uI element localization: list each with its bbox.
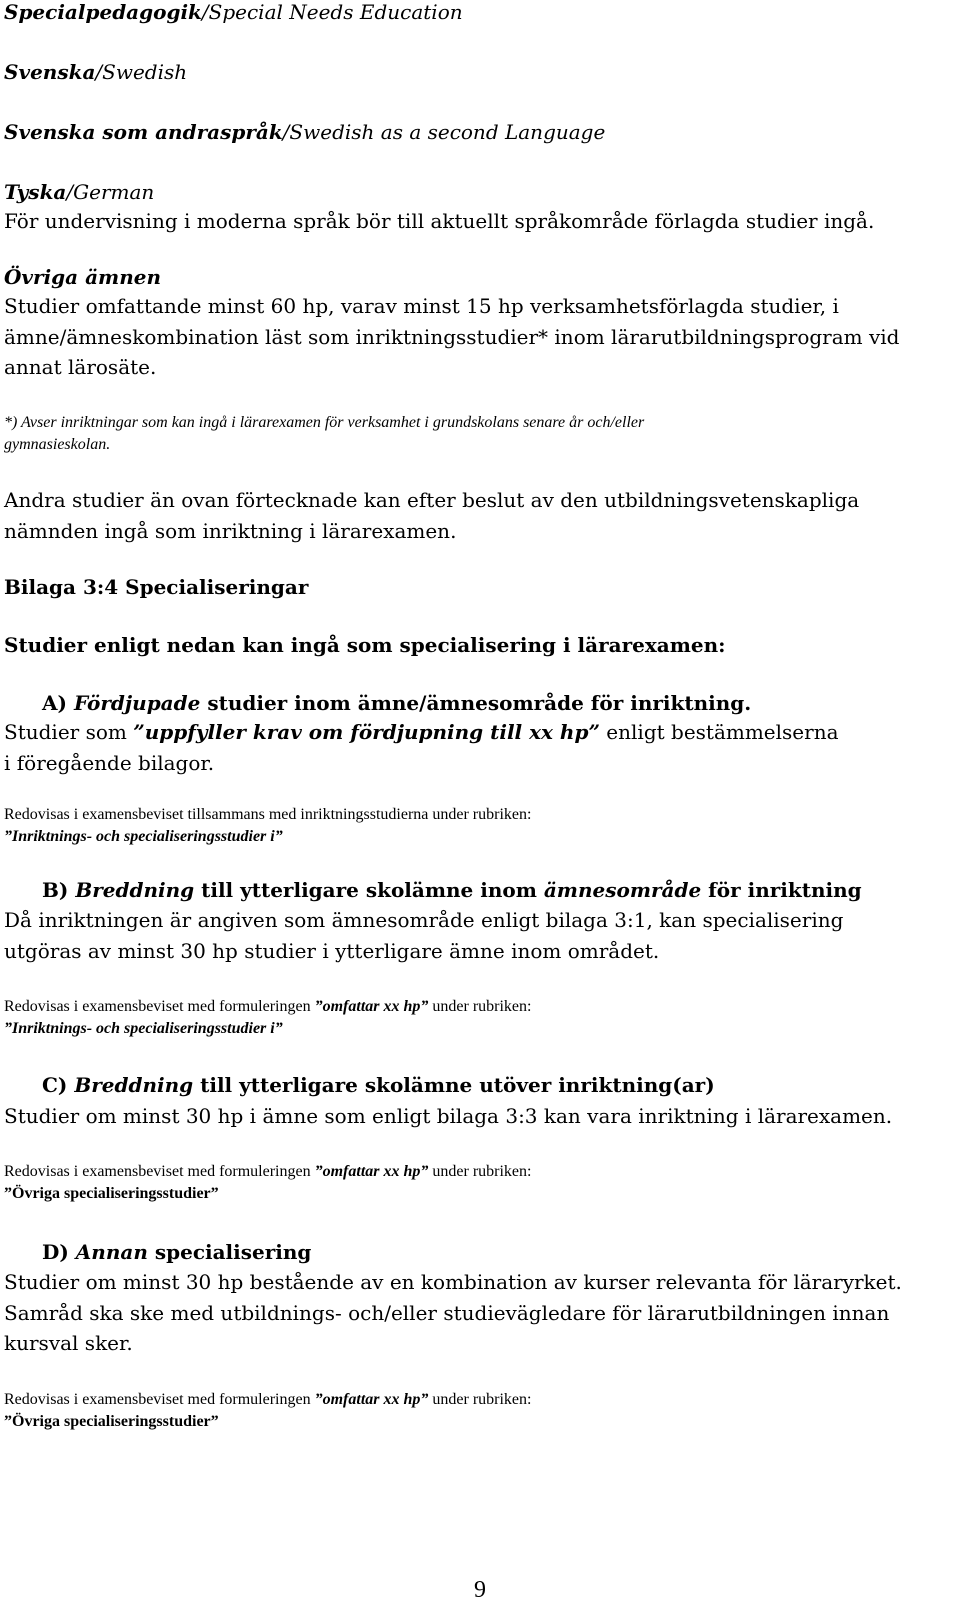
footnote-line-1: *) Avser inriktningar som kan ingå i lärarexamen för verksamhet i grundskolans senare år och/eller [4,414,645,431]
section-b-heading-mid: till ytterligare skolämne inom [194,878,544,902]
other-subjects-line-2: ämne/ämneskombination läst som inriktningsstudier* inom lärarutbildningsprogram vid [4,325,900,349]
section-c-reg-prefix: Redovisas i examensbeviset med formuleringen [4,1163,315,1180]
section-d-heading-italic: Annan [75,1240,148,1264]
section-b-letter: B) [42,878,76,902]
section-d-letter: D) [42,1240,76,1264]
section-d-heading-rest: specialisering [147,1240,312,1264]
section-d-reg-suffix: under rubriken: [428,1391,532,1408]
section-c-reg-suffix: under rubriken: [428,1163,532,1180]
subject-swedish-second [4,117,605,147]
section-a-heading-italic: Fördjupade [73,691,201,715]
section-c-text-line-1: Studier om minst 30 hp i ämne som enligt bilaga 3:3 kan vara inriktning i lärarexamen. [4,1104,893,1128]
section-b-heading-italic-1: Breddning [75,878,195,902]
section-c-registration [4,1160,531,1183]
other-subjects-heading: Övriga ämnen [4,265,162,289]
section-b-text-line-2: utgöras av minst 30 hp studier i ytterligare ämne inom området. [4,939,660,963]
section-d-heading [42,1237,311,1267]
section-a-text-emphasis: ”uppfyller krav om fördjupning till xx hp” [133,720,600,744]
page-number: 9 [474,1577,486,1603]
section-a-text-prefix: Studier som [4,720,134,744]
section-c-reg-emphasis: ”omfattar xx hp” [314,1163,429,1180]
section-a-letter: A) [42,691,74,715]
other-studies-line-1: Andra studier än ovan förtecknade kan efter beslut av den utbildningsvetenskapliga [4,488,860,512]
subject-german-en: /German [66,180,155,204]
subject-swedish-sv: Svenska [4,60,96,84]
section-c-letter: C) [42,1073,75,1097]
subject-german [4,177,154,207]
subject-swedish-en: /Swedish [95,60,188,84]
section-b-text-line-1: Då inriktningen är angiven som ämnesområde enligt bilaga 3:1, kan specialisering [4,908,844,932]
section-b-reg-prefix: Redovisas i examensbeviset med formuleringen [4,998,315,1015]
section-c-registration-title: ”Övriga specialiseringsstudier” [4,1185,219,1202]
section-b-heading-rest: för inriktning [701,878,862,902]
section-d-text-line-3: kursval sker. [4,1331,133,1355]
section-a-registration-title: ”Inriktnings- och specialiseringsstudier i” [4,828,283,845]
section-a-text-line-2: i föregående bilagor. [4,751,215,775]
german-note: För undervisning i moderna språk bör till aktuellt språkområde förlagda studier ingå. [4,209,875,233]
appendix-subtitle: Studier enligt nedan kan ingå som specialisering i lärarexamen: [4,633,726,657]
section-c-heading-italic: Breddning [74,1073,194,1097]
section-a-text-suffix: enligt bestämmelserna [599,720,839,744]
subject-special-ed-sv: Specialpedagogik [4,0,202,24]
subject-swedish [4,57,187,87]
section-d-text-line-1: Studier om minst 30 hp bestående av en kombination av kurser relevanta för läraryrket. [4,1270,902,1294]
subject-german-sv: Tyska [4,180,67,204]
other-studies-line-2: nämnden ingå som inriktning i lärarexamen. [4,519,457,543]
section-d-reg-emphasis: ”omfattar xx hp” [314,1391,429,1408]
subject-swedish-second-en: /Swedish as a second Language [282,120,606,144]
section-b-heading [42,875,862,905]
section-d-registration [4,1388,531,1411]
section-a-heading-rest: studier inom ämne/ämnesområde för inriktning. [200,691,752,715]
footnote-line-2: gymnasieskolan. [4,436,111,453]
section-c-heading-rest: till ytterligare skolämne utöver inriktning(ar) [193,1073,715,1097]
section-b-reg-suffix: under rubriken: [428,998,532,1015]
other-subjects-line-1: Studier omfattande minst 60 hp, varav minst 15 hp verksamhetsförlagda studier, i [4,294,839,318]
section-d-registration-title: ”Övriga specialiseringsstudier” [4,1413,219,1430]
subject-swedish-second-sv: Svenska som andraspråk [4,120,283,144]
section-b-heading-italic-2: ämnesområde [543,878,702,902]
appendix-title: Bilaga 3:4 Specialiseringar [4,575,309,599]
section-b-reg-emphasis: ”omfattar xx hp” [314,998,429,1015]
section-d-reg-prefix: Redovisas i examensbeviset med formuleringen [4,1391,315,1408]
subject-special-ed-en: /Special Needs Education [201,0,463,24]
section-b-registration [4,995,531,1018]
section-c-heading [42,1070,715,1100]
other-subjects-line-3: annat lärosäte. [4,355,157,379]
section-d-text-line-2: Samråd ska ske med utbildnings- och/eller studievägledare för lärarutbildningen innan [4,1301,890,1325]
subject-special-ed [4,0,463,27]
section-a-text-line-1 [4,717,839,747]
section-a-heading [42,688,751,718]
section-a-registration: Redovisas i examensbeviset tillsammans med inriktningsstudierna under rubriken: [4,806,532,823]
section-b-registration-title: ”Inriktnings- och specialiseringsstudier i” [4,1020,283,1037]
